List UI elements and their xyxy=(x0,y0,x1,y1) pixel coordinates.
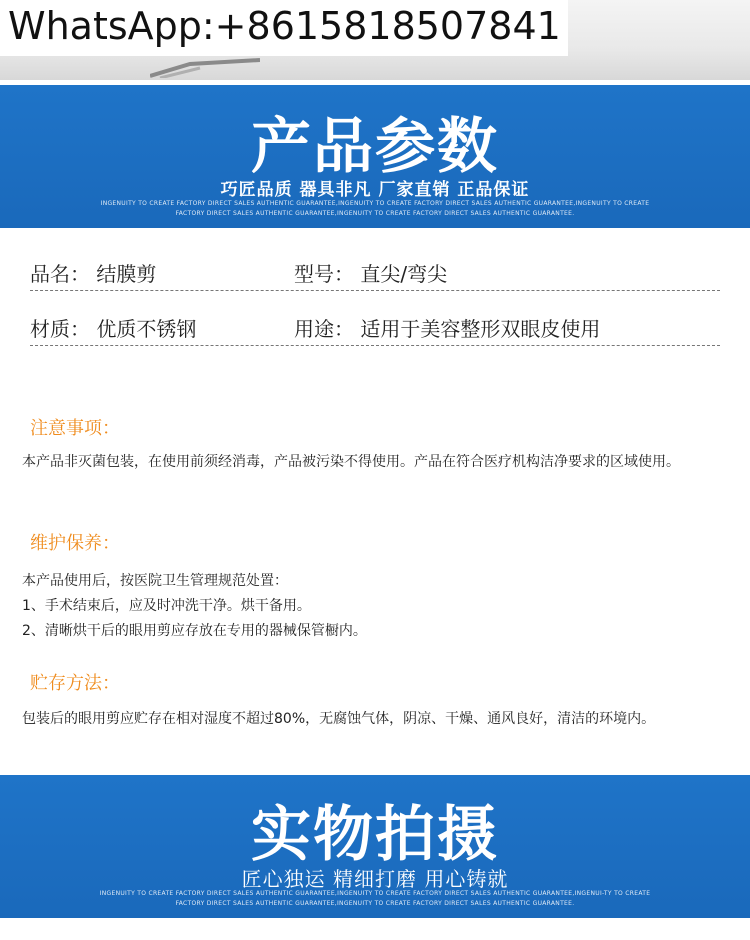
banner-subtitle: 巧匠品质 器具非凡 厂家直销 正品保证 xyxy=(220,180,530,200)
spec-row xyxy=(30,258,720,291)
banner-title: 实物拍摄 xyxy=(251,800,499,870)
maintenance-line: 1、手术结束后，应及时冲洗干净。烘干备用。 xyxy=(22,598,311,614)
real-photos-banner xyxy=(0,775,750,918)
maintenance-line: 2、清晰烘干后的眼用剪应存放在专用的器械保管橱内。 xyxy=(22,623,367,639)
scissors-tip-image xyxy=(150,58,260,78)
spec-material: 材质： 优质不锈钢 xyxy=(30,317,197,341)
banner-english-text: INGENUITY TO CREATE FACTORY DIRECT SALES AUTHENTIC GUARANTEE,INGENUITY TO CREATE FACTORY DIRECT SALES AUTHENTIC GUARANTEE,INGENUITY TO CREATE FACTORY DIRECT SALES AUTHENTIC GUARANTEE,INGENUITY TO CREATE FACTORY DIRECT SALES AUTHENTIC GUARANTEE. xyxy=(100,200,650,217)
product-params-banner xyxy=(0,85,750,228)
spec-row xyxy=(30,313,720,346)
notice-heading: 注意事项： xyxy=(30,418,120,439)
maintenance-line: 本产品使用后，按医院卫生管理规范处置： xyxy=(22,573,288,589)
spec-usage: 用途： 适用于美容整形双眼皮使用 xyxy=(294,317,601,341)
banner-title: 产品参数 xyxy=(251,112,499,182)
whatsapp-label-box xyxy=(0,0,568,56)
banner-subtitle: 匠心独运 精细打磨 用心铸就 xyxy=(241,867,509,891)
banner-english-text: INGENUITY TO CREATE FACTORY DIRECT SALES AUTHENTIC GUARANTEE,INGENUITY TO CREATE FACTORY DIRECT SALES AUTHENTIC GUARANTEE,INGENUI-TY TO CREATE FACTORY DIRECT SALES AUTHENTIC GUARANTEE,INGENUITY TO CREATE FACTORY DIRECT SALES AUTHENTIC GUARANTEE. xyxy=(99,890,651,907)
spec-name: 品名： 结膜剪 xyxy=(30,262,157,286)
whatsapp-contact: WhatsApp:+8615818507841 xyxy=(8,4,561,48)
product-photo-strip xyxy=(0,0,750,80)
notice-text: 本产品非灭菌包装，在使用前须经消毒，产品被污染不得使用。产品在符合医疗机构洁净要求的区域使用。 xyxy=(22,454,680,470)
maintenance-heading: 维护保养： xyxy=(30,533,120,554)
storage-text: 包装后的眼用剪应贮存在相对湿度不超过80%，无腐蚀气体，阴凉、干燥、通风良好，清洁的环境内。 xyxy=(22,711,656,727)
storage-heading: 贮存方法： xyxy=(30,673,120,694)
spec-model: 型号： 直尖/弯尖 xyxy=(294,262,448,286)
